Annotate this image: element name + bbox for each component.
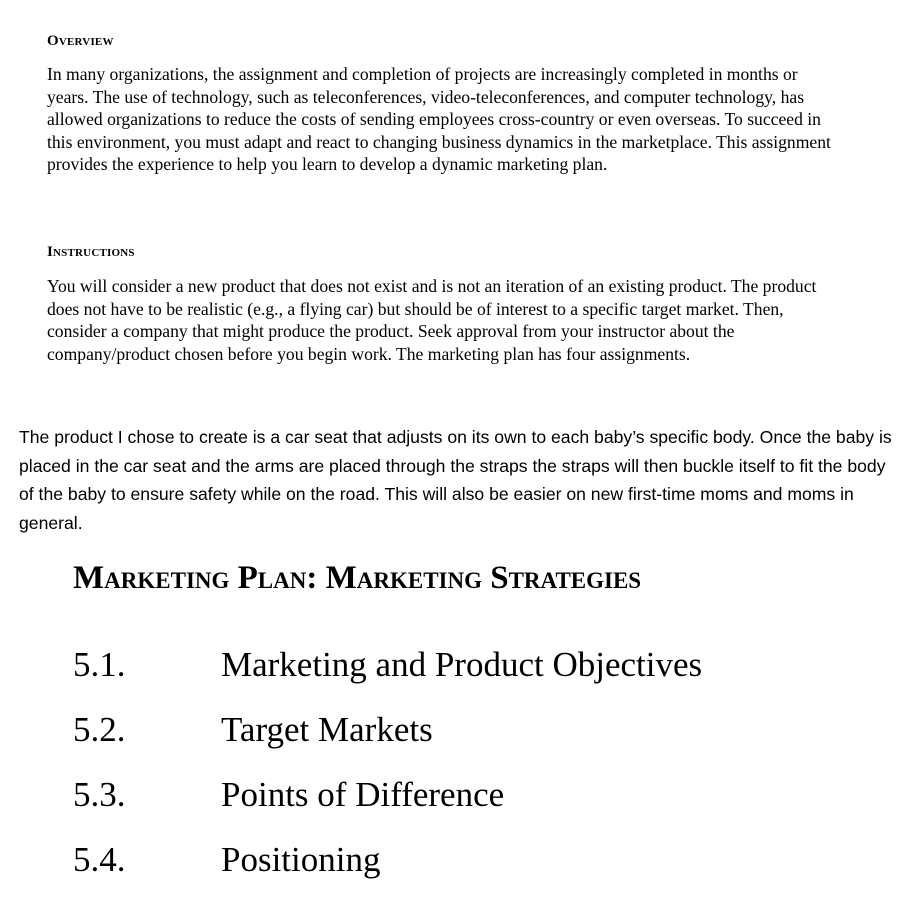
instructions-paragraph: You will consider a new product that does not exist and is not an iteration of an existing product. The product does not have to be realistic (e.g., a flying car) but should be of interest to a specific target market. Then, consider a company that might produce the product. Seek approval from your instructor about the company/product chosen before you begin work. The marketing plan has four assignments. xyxy=(47,276,817,364)
item-number: 5.3. xyxy=(73,775,126,814)
item-number: 5.2. xyxy=(73,710,126,749)
instructions-heading: Instructions xyxy=(47,244,135,260)
item-label: Target Markets xyxy=(221,710,433,749)
list-item xyxy=(73,835,702,900)
marketing-strategies-list xyxy=(73,640,702,900)
overview-heading: Overview xyxy=(47,33,114,49)
list-item xyxy=(73,770,702,835)
list-item xyxy=(73,705,702,770)
item-number: 5.1. xyxy=(73,645,126,684)
overview-paragraph: In many organizations, the assignment and completion of projects are increasingly completed in months or years. The use of technology, such as teleconferences, video-teleconferences, and computer technology, has allowed organizations to reduce the costs of sending employees cross-country or even overseas. To succeed in this environment, you must adapt and react to changing business dynamics in the marketplace. This assignment provides the experience to help you learn to develop a dynamic marketing plan. xyxy=(47,64,831,175)
product-description-paragraph: The product I chose to create is a car seat that adjusts on its own to each baby’s specific body. Once the baby is placed in the car seat and the arms are placed through the straps the straps will then buckle itself to fit the body of the baby to ensure safety while on the road. This will also be easier on new first-time moms and moms in general. xyxy=(19,427,892,533)
item-label: Positioning xyxy=(221,840,381,879)
marketing-plan-title: Marketing Plan: Marketing Strategies xyxy=(73,560,642,596)
list-item xyxy=(73,640,702,705)
item-label: Points of Difference xyxy=(221,775,505,814)
item-label: Marketing and Product Objectives xyxy=(221,645,703,684)
item-number: 5.4. xyxy=(73,840,126,879)
